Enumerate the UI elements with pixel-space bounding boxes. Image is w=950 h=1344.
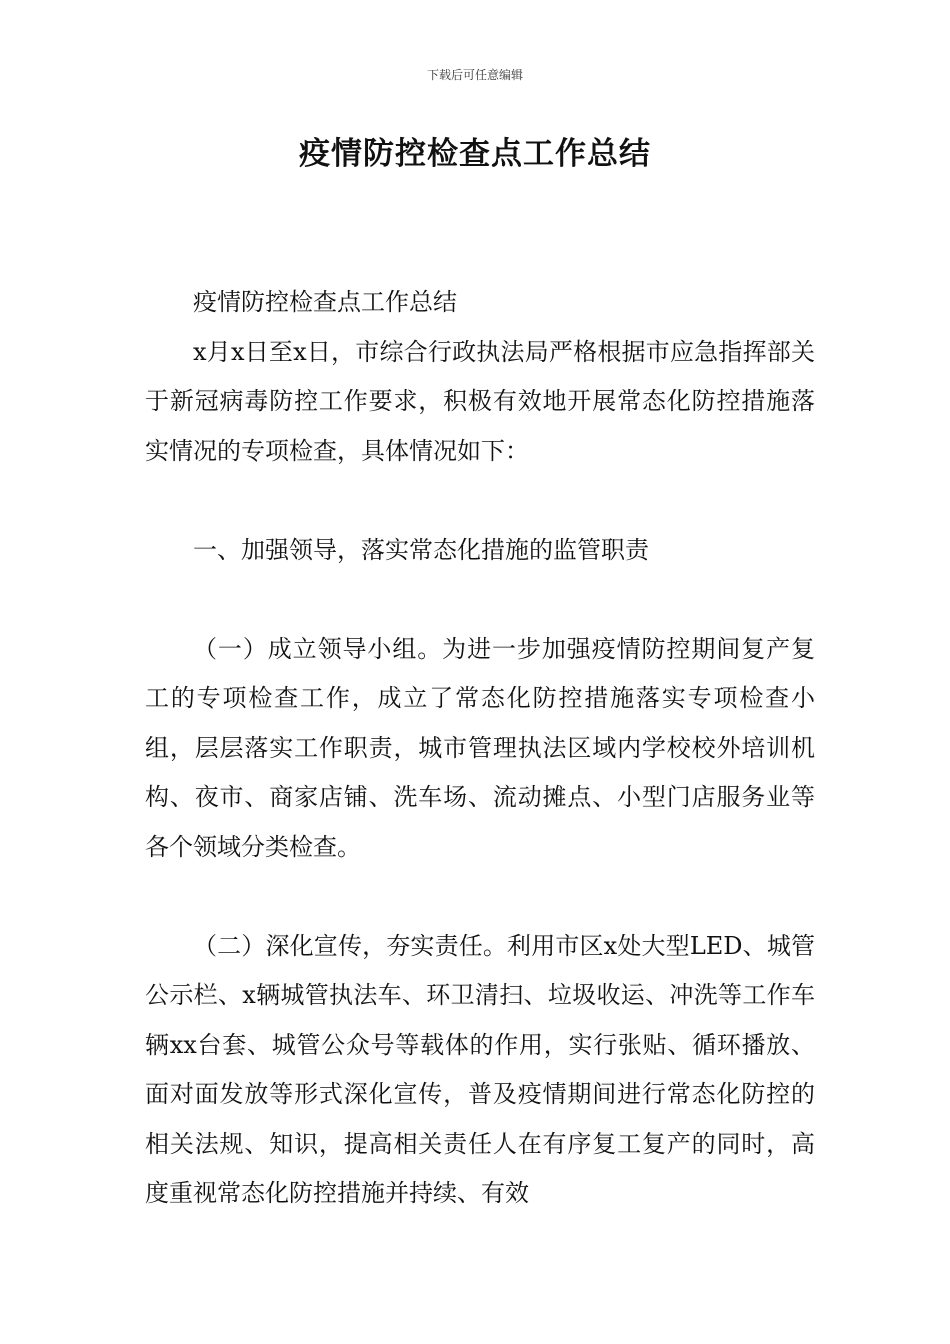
intro-paragraph: x月x日至x日，市综合行政执法局严格根据市应急指挥部关于新冠病毒防控工作要求，积极有效地开展常态化防控措施落实情况的专项检查，具体情况如下： (145, 337, 815, 465)
paragraph-spacer (145, 872, 815, 922)
document-body (145, 278, 815, 1219)
subsection-2-paragraph: （二）深化宣传，夯实责任。利用市区x处大型LED、城管公示栏、x辆城管执法车、环卫清扫、垃圾收运、冲洗等工作车辆xx台套、城管公众号等载体的作用，实行张贴、循环播放、面对面发放等形式深化宣传，普及疫情期间进行常态化防控的相关法规、知识，提高相关责任人在有序复工复产的同时，高度重视常态化防控措施并持续、有效 (145, 931, 815, 1207)
document-title: 疫情防控检查点工作总结 (299, 136, 651, 172)
body-heading: 疫情防控检查点工作总结 (193, 288, 457, 316)
header-note: 下载后可任意编辑 (426, 68, 523, 82)
paragraph-spacer (145, 575, 815, 625)
paragraph-spacer (145, 476, 815, 526)
subsection-1-paragraph: （一）成立领导小组。为进一步加强疫情防控期间复产复工的专项检查工作，成立了常态化防控措施落实专项检查小组，层层落实工作职责，城市管理执法区域内学校校外培训机构、夜市、商家店铺、洗车场、流动摊点、小型门店服务业等各个领域分类检查。 (145, 634, 815, 861)
section-heading-1: 一、加强领导，落实常态化措施的监管职责 (193, 535, 649, 564)
